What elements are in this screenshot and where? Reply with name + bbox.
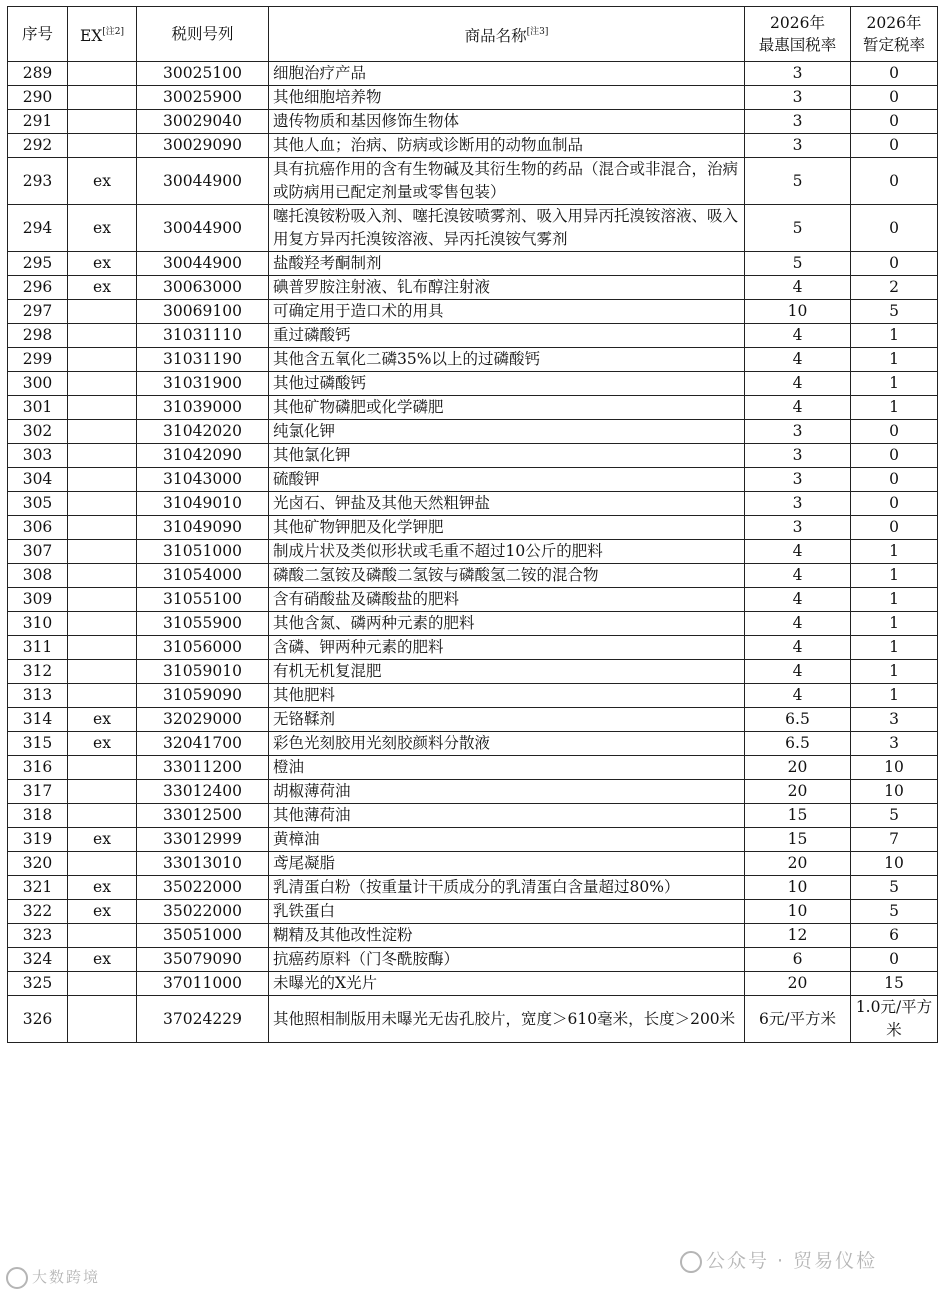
cell-seq: 325: [8, 972, 68, 996]
cell-seq: 296: [8, 276, 68, 300]
cell-ex: [68, 780, 137, 804]
cell-provisional-rate: 1: [851, 564, 938, 588]
cell-provisional-rate: 0: [851, 492, 938, 516]
header-name-note: [注3]: [526, 27, 549, 37]
cell-ex: [68, 372, 137, 396]
header-ex-note: [注2]: [102, 27, 125, 37]
cell-name: 含磷、钾两种元素的肥料: [269, 636, 745, 660]
cell-provisional-rate: 3: [851, 708, 938, 732]
cell-ex: [68, 804, 137, 828]
cell-mfn-rate: 3: [745, 86, 851, 110]
cell-seq: 319: [8, 828, 68, 852]
cell-provisional-rate: 0: [851, 420, 938, 444]
cell-name: 碘普罗胺注射液、钆布醇注射液: [269, 276, 745, 300]
cell-mfn-rate: 4: [745, 324, 851, 348]
table-row: [8, 612, 938, 636]
cell-ex: [68, 972, 137, 996]
watermark-right: [680, 1246, 877, 1273]
cell-ex: [68, 996, 137, 1043]
cell-name: 制成片状及类似形状或毛重不超过10公斤的肥料: [269, 540, 745, 564]
cell-ex: [68, 492, 137, 516]
cell-name: 含有硝酸盐及磷酸盐的肥料: [269, 588, 745, 612]
cell-name: 其他照相制版用未曝光无齿孔胶片，宽度＞610毫米，长度＞200米: [269, 996, 745, 1043]
cell-mfn-rate: 3: [745, 468, 851, 492]
cell-provisional-rate: 5: [851, 900, 938, 924]
cell-mfn-rate: 5: [745, 158, 851, 205]
table-row: [8, 588, 938, 612]
cell-code: 30044900: [137, 252, 269, 276]
cell-name: 彩色光刻胶用光刻胶颜料分散液: [269, 732, 745, 756]
header-mfn-line2: 最惠国税率: [758, 36, 837, 54]
cell-seq: 291: [8, 110, 68, 134]
cell-name: 可确定用于造口术的用具: [269, 300, 745, 324]
cell-seq: 313: [8, 684, 68, 708]
cell-provisional-rate: 5: [851, 804, 938, 828]
cell-name: 未曝光的X光片: [269, 972, 745, 996]
cell-ex: ex: [68, 252, 137, 276]
cell-seq: 317: [8, 780, 68, 804]
cell-name: 无铬鞣剂: [269, 708, 745, 732]
cell-code: 31031110: [137, 324, 269, 348]
cell-code: 30069100: [137, 300, 269, 324]
cell-ex: [68, 348, 137, 372]
cell-provisional-rate: 5: [851, 300, 938, 324]
cell-name: 具有抗癌作用的含有生物碱及其衍生物的药品（混合或非混合，治病或防病用已配定剂量或零售包装）: [269, 158, 745, 205]
cell-mfn-rate: 20: [745, 972, 851, 996]
header-tmp-line2: 暂定税率: [862, 36, 925, 54]
cell-mfn-rate: 3: [745, 110, 851, 134]
tariff-table: [7, 6, 938, 1043]
cell-mfn-rate: 4: [745, 612, 851, 636]
watermark-right-text: 公众号 · 贸易仪检: [706, 1250, 878, 1272]
cell-seq: 305: [8, 492, 68, 516]
header-ex-label: EX: [79, 27, 103, 45]
header-mfn-line1: 2026年: [770, 14, 825, 32]
cell-ex: ex: [68, 900, 137, 924]
cell-provisional-rate: 1: [851, 684, 938, 708]
cell-seq: 303: [8, 444, 68, 468]
cell-ex: ex: [68, 828, 137, 852]
table-row: [8, 444, 938, 468]
table-row: [8, 110, 938, 134]
cell-mfn-rate: 3: [745, 492, 851, 516]
watermark-logo-icon: [6, 1267, 28, 1289]
table-row: [8, 876, 938, 900]
cell-seq: 289: [8, 62, 68, 86]
cell-provisional-rate: 1: [851, 348, 938, 372]
cell-mfn-rate: 6元/平方米: [745, 996, 851, 1043]
cell-provisional-rate: 0: [851, 134, 938, 158]
cell-name: 有机无机复混肥: [269, 660, 745, 684]
cell-name: 鸢尾凝脂: [269, 852, 745, 876]
cell-name: 胡椒薄荷油: [269, 780, 745, 804]
cell-code: 30044900: [137, 205, 269, 252]
cell-ex: [68, 564, 137, 588]
table-row: [8, 468, 938, 492]
table-row: [8, 540, 938, 564]
cell-code: 30029090: [137, 134, 269, 158]
cell-mfn-rate: 20: [745, 780, 851, 804]
cell-provisional-rate: 10: [851, 780, 938, 804]
cell-provisional-rate: 1: [851, 636, 938, 660]
cell-mfn-rate: 4: [745, 540, 851, 564]
cell-mfn-rate: 20: [745, 852, 851, 876]
cell-code: 31051000: [137, 540, 269, 564]
cell-ex: [68, 756, 137, 780]
cell-ex: [68, 924, 137, 948]
cell-code: 31054000: [137, 564, 269, 588]
table-row: [8, 324, 938, 348]
table-row: [8, 516, 938, 540]
header-code: 税则号列: [137, 7, 269, 62]
cell-mfn-rate: 4: [745, 372, 851, 396]
cell-mfn-rate: 4: [745, 684, 851, 708]
cell-ex: ex: [68, 876, 137, 900]
table-row: [8, 205, 938, 252]
cell-ex: [68, 396, 137, 420]
cell-seq: 306: [8, 516, 68, 540]
table-row: [8, 852, 938, 876]
cell-provisional-rate: 0: [851, 444, 938, 468]
cell-code: 32041700: [137, 732, 269, 756]
cell-seq: 300: [8, 372, 68, 396]
cell-provisional-rate: 0: [851, 516, 938, 540]
cell-seq: 295: [8, 252, 68, 276]
cell-code: 31042020: [137, 420, 269, 444]
header-tmp-line1: 2026年: [866, 14, 922, 32]
cell-mfn-rate: 4: [745, 588, 851, 612]
cell-ex: ex: [68, 732, 137, 756]
cell-provisional-rate: 3: [851, 732, 938, 756]
cell-code: 31059090: [137, 684, 269, 708]
cell-mfn-rate: 4: [745, 396, 851, 420]
cell-code: 33012999: [137, 828, 269, 852]
cell-code: 31031190: [137, 348, 269, 372]
cell-code: 35022000: [137, 900, 269, 924]
cell-provisional-rate: 7: [851, 828, 938, 852]
cell-provisional-rate: 1: [851, 372, 938, 396]
cell-mfn-rate: 3: [745, 444, 851, 468]
cell-name: 其他人血；治病、防病或诊断用的动物血制品: [269, 134, 745, 158]
cell-ex: ex: [68, 158, 137, 205]
cell-code: 35079090: [137, 948, 269, 972]
cell-provisional-rate: 2: [851, 276, 938, 300]
cell-code: 33012400: [137, 780, 269, 804]
cell-ex: [68, 684, 137, 708]
cell-mfn-rate: 3: [745, 420, 851, 444]
cell-seq: 324: [8, 948, 68, 972]
table-row: [8, 396, 938, 420]
cell-seq: 298: [8, 324, 68, 348]
cell-name: 其他过磷酸钙: [269, 372, 745, 396]
cell-mfn-rate: 4: [745, 660, 851, 684]
wechat-icon: [680, 1251, 702, 1273]
header-provisional-rate: [851, 7, 938, 62]
cell-provisional-rate: 0: [851, 468, 938, 492]
cell-mfn-rate: 3: [745, 134, 851, 158]
cell-code: 31043000: [137, 468, 269, 492]
cell-name: 其他矿物钾肥及化学钾肥: [269, 516, 745, 540]
cell-mfn-rate: 3: [745, 62, 851, 86]
cell-seq: 311: [8, 636, 68, 660]
table-row: [8, 134, 938, 158]
cell-provisional-rate: 0: [851, 252, 938, 276]
cell-provisional-rate: 1: [851, 612, 938, 636]
cell-ex: [68, 612, 137, 636]
watermark-left: [6, 1266, 100, 1289]
cell-code: 33012500: [137, 804, 269, 828]
table-row: [8, 158, 938, 205]
cell-provisional-rate: 0: [851, 110, 938, 134]
table-row: [8, 732, 938, 756]
cell-name: 细胞治疗产品: [269, 62, 745, 86]
table-row: [8, 708, 938, 732]
cell-mfn-rate: 15: [745, 804, 851, 828]
table-row: [8, 372, 938, 396]
cell-code: 31055100: [137, 588, 269, 612]
cell-seq: 290: [8, 86, 68, 110]
cell-mfn-rate: 5: [745, 252, 851, 276]
cell-ex: [68, 468, 137, 492]
table-row: [8, 660, 938, 684]
table-row: [8, 62, 938, 86]
header-seq: 序号: [8, 7, 68, 62]
header-name: [269, 7, 745, 62]
cell-ex: [68, 540, 137, 564]
cell-ex: [68, 62, 137, 86]
cell-provisional-rate: 10: [851, 852, 938, 876]
cell-ex: ex: [68, 948, 137, 972]
cell-code: 31055900: [137, 612, 269, 636]
cell-seq: 310: [8, 612, 68, 636]
cell-ex: [68, 134, 137, 158]
cell-provisional-rate: 0: [851, 158, 938, 205]
cell-code: 37024229: [137, 996, 269, 1043]
cell-provisional-rate: 5: [851, 876, 938, 900]
cell-name: 其他矿物磷肥或化学磷肥: [269, 396, 745, 420]
cell-name: 乳铁蛋白: [269, 900, 745, 924]
table-row: [8, 348, 938, 372]
table-row: [8, 948, 938, 972]
cell-name: 橙油: [269, 756, 745, 780]
cell-provisional-rate: 1: [851, 396, 938, 420]
cell-seq: 292: [8, 134, 68, 158]
cell-name: 遗传物质和基因修饰生物体: [269, 110, 745, 134]
table-header-row: [8, 7, 938, 62]
cell-code: 31039000: [137, 396, 269, 420]
table-row: [8, 420, 938, 444]
cell-provisional-rate: 0: [851, 62, 938, 86]
table-row: [8, 900, 938, 924]
cell-mfn-rate: 4: [745, 348, 851, 372]
cell-code: 30063000: [137, 276, 269, 300]
cell-provisional-rate: 6: [851, 924, 938, 948]
watermark-left-text: 大数跨境: [32, 1268, 101, 1286]
cell-provisional-rate: 0: [851, 948, 938, 972]
header-name-label: 商品名称: [464, 27, 527, 45]
cell-mfn-rate: 4: [745, 636, 851, 660]
cell-provisional-rate: 0: [851, 205, 938, 252]
cell-provisional-rate: 1: [851, 540, 938, 564]
cell-ex: [68, 660, 137, 684]
cell-mfn-rate: 6.5: [745, 708, 851, 732]
cell-name: 磷酸二氢铵及磷酸二氢铵与磷酸氢二铵的混合物: [269, 564, 745, 588]
cell-code: 31059010: [137, 660, 269, 684]
cell-provisional-rate: 10: [851, 756, 938, 780]
cell-seq: 302: [8, 420, 68, 444]
table-row: [8, 300, 938, 324]
cell-code: 31049090: [137, 516, 269, 540]
table-row: [8, 252, 938, 276]
cell-seq: 326: [8, 996, 68, 1043]
tariff-body: [8, 62, 938, 1043]
cell-mfn-rate: 12: [745, 924, 851, 948]
cell-mfn-rate: 4: [745, 564, 851, 588]
cell-code: 32029000: [137, 708, 269, 732]
cell-code: 30025100: [137, 62, 269, 86]
cell-name: 光卤石、钾盐及其他天然粗钾盐: [269, 492, 745, 516]
cell-provisional-rate: 0: [851, 86, 938, 110]
cell-code: 35051000: [137, 924, 269, 948]
cell-name: 重过磷酸钙: [269, 324, 745, 348]
cell-seq: 308: [8, 564, 68, 588]
cell-name: 噻托溴铵粉吸入剂、噻托溴铵喷雾剂、吸入用异丙托溴铵溶液、吸入用复方异丙托溴铵溶液、异丙托溴铵气雾剂: [269, 205, 745, 252]
cell-seq: 297: [8, 300, 68, 324]
cell-ex: [68, 588, 137, 612]
cell-mfn-rate: 10: [745, 876, 851, 900]
cell-seq: 304: [8, 468, 68, 492]
cell-seq: 301: [8, 396, 68, 420]
header-ex: [68, 7, 137, 62]
table-row: [8, 276, 938, 300]
cell-ex: [68, 852, 137, 876]
cell-code: 35022000: [137, 876, 269, 900]
cell-code: 30044900: [137, 158, 269, 205]
cell-name: 其他细胞培养物: [269, 86, 745, 110]
cell-ex: [68, 324, 137, 348]
cell-name: 盐酸羟考酮制剂: [269, 252, 745, 276]
table-row: [8, 828, 938, 852]
cell-seq: 323: [8, 924, 68, 948]
cell-name: 其他薄荷油: [269, 804, 745, 828]
cell-provisional-rate: 1.0元/平方米: [851, 996, 938, 1043]
cell-seq: 318: [8, 804, 68, 828]
table-row: [8, 684, 938, 708]
cell-mfn-rate: 10: [745, 300, 851, 324]
cell-code: 31056000: [137, 636, 269, 660]
cell-provisional-rate: 1: [851, 324, 938, 348]
cell-code: 31049010: [137, 492, 269, 516]
cell-ex: [68, 516, 137, 540]
cell-name: 纯氯化钾: [269, 420, 745, 444]
cell-provisional-rate: 15: [851, 972, 938, 996]
table-row: [8, 86, 938, 110]
cell-mfn-rate: 5: [745, 205, 851, 252]
cell-ex: [68, 300, 137, 324]
cell-provisional-rate: 1: [851, 660, 938, 684]
cell-name: 其他氯化钾: [269, 444, 745, 468]
cell-name: 黄樟油: [269, 828, 745, 852]
cell-ex: [68, 86, 137, 110]
cell-seq: 321: [8, 876, 68, 900]
cell-name: 乳清蛋白粉（按重量计干质成分的乳清蛋白含量超过80%）: [269, 876, 745, 900]
cell-seq: 322: [8, 900, 68, 924]
cell-name: 抗癌药原料（门冬酰胺酶）: [269, 948, 745, 972]
cell-seq: 314: [8, 708, 68, 732]
table-row: [8, 756, 938, 780]
cell-provisional-rate: 1: [851, 588, 938, 612]
cell-mfn-rate: 3: [745, 516, 851, 540]
cell-name: 糊精及其他改性淀粉: [269, 924, 745, 948]
cell-code: 30029040: [137, 110, 269, 134]
cell-mfn-rate: 10: [745, 900, 851, 924]
cell-mfn-rate: 4: [745, 276, 851, 300]
cell-seq: 315: [8, 732, 68, 756]
cell-seq: 320: [8, 852, 68, 876]
cell-code: 30025900: [137, 86, 269, 110]
cell-seq: 293: [8, 158, 68, 205]
cell-mfn-rate: 15: [745, 828, 851, 852]
cell-ex: [68, 110, 137, 134]
cell-mfn-rate: 6.5: [745, 732, 851, 756]
cell-code: 37011000: [137, 972, 269, 996]
cell-ex: ex: [68, 205, 137, 252]
cell-code: 33011200: [137, 756, 269, 780]
cell-code: 31042090: [137, 444, 269, 468]
cell-name: 其他含五氧化二磷35%以上的过磷酸钙: [269, 348, 745, 372]
table-row: [8, 996, 938, 1043]
cell-ex: ex: [68, 276, 137, 300]
table-row: [8, 492, 938, 516]
cell-name: 硫酸钾: [269, 468, 745, 492]
table-row: [8, 636, 938, 660]
cell-seq: 294: [8, 205, 68, 252]
cell-code: 33013010: [137, 852, 269, 876]
table-row: [8, 972, 938, 996]
cell-code: 31031900: [137, 372, 269, 396]
cell-ex: [68, 420, 137, 444]
cell-seq: 299: [8, 348, 68, 372]
cell-seq: 309: [8, 588, 68, 612]
cell-ex: [68, 636, 137, 660]
table-row: [8, 564, 938, 588]
table-row: [8, 804, 938, 828]
cell-name: 其他肥料: [269, 684, 745, 708]
table-row: [8, 780, 938, 804]
cell-ex: ex: [68, 708, 137, 732]
cell-seq: 316: [8, 756, 68, 780]
cell-seq: 312: [8, 660, 68, 684]
header-mfn-rate: [745, 7, 851, 62]
cell-mfn-rate: 6: [745, 948, 851, 972]
cell-seq: 307: [8, 540, 68, 564]
cell-ex: [68, 444, 137, 468]
table-row: [8, 924, 938, 948]
cell-mfn-rate: 20: [745, 756, 851, 780]
cell-name: 其他含氮、磷两种元素的肥料: [269, 612, 745, 636]
